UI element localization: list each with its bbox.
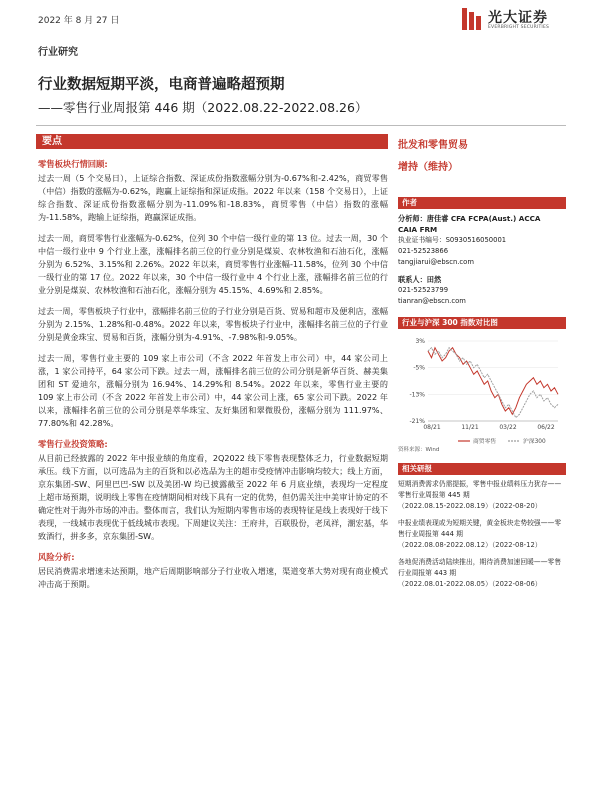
related-section-bar: 相关研报 xyxy=(398,463,566,475)
author-name: 分析师：唐佳睿 CFA FCPA(Aust.) ACCA xyxy=(398,214,541,223)
contact-phone: 021-52523799 xyxy=(398,286,449,294)
index-comparison-chart xyxy=(398,329,566,447)
section-heading: 零售行业投资策略: xyxy=(38,439,108,449)
paragraph: 过去一周（5 个交易日），上证综合指数、深证成份指数涨幅分别为-0.67%和-2.42%，商贸零售（中信）指数的涨幅为-0.62%，跑赢上证综指和深证成指。2022 年以来（158 个交易日），上证综合指数、深证成份指数涨幅分别为-11.09%和-18.83%，商贸零售（中信）指数的涨幅为-11.58%，跑输上证综指，跑赢深证成指。 xyxy=(38,173,388,222)
author-email[interactable]: tangjiarui@ebscn.com xyxy=(398,258,474,266)
chart-source: 资料来源：Wind xyxy=(398,447,440,453)
key-points-bar: 要点 xyxy=(36,134,388,149)
x-tick-label: 06/22 xyxy=(537,424,555,431)
report-title: 行业数据短期平淡，电商普遍略超预期 xyxy=(38,77,285,93)
related-list xyxy=(398,479,566,590)
report-subtitle: ——零售行业周报第 446 期（2022.08.22-2022.08.26） xyxy=(38,100,368,115)
logo-text-en: EVERBRIGHT SECURITIES xyxy=(488,25,550,30)
related-title[interactable]: 短期消费需求仍需提振，零售中报业绩料压力犹存——零售行业周报第 445 期 xyxy=(398,480,562,499)
contact-name: 联系人：田然 xyxy=(398,275,442,284)
paragraph: 过去一周，商贸零售行业涨幅为-0.62%，位列 30 个中信一级行业的第 13 位。过去一周，30 个中信一级行业中 9 个行业上涨，涨幅排名前三位的行业分别是煤炭、农林牧渔和石油石化，涨幅分别为 6.52%、3.15%和 2.26%。2022 年以来，商贸零售行业涨幅-11.58%，位列 30 个中信一级行业的第 17 位。2022 年以来，30 个中信一级行业中 4 个行业上涨，涨幅排名前三位的行业分别是煤炭、农林牧渔和石油石化，涨幅分别为 45.15%、4.69%和 2.85%。 xyxy=(38,233,388,295)
related-date: （2022.08.15-2022.08.19）（2022-08-20） xyxy=(398,502,542,510)
y-tick-label: 3% xyxy=(415,338,425,345)
rating-value: 增持（维持） xyxy=(398,162,458,173)
related-report[interactable] xyxy=(398,518,566,551)
y-tick-label: -13% xyxy=(409,391,425,399)
related-date: （2022.08.01-2022.08.05）（2022-08-06） xyxy=(398,580,542,588)
author-phone: 021-52523866 xyxy=(398,247,449,255)
legend-label-retail: 商贸零售 xyxy=(473,439,497,445)
chart-section-bar: 行业与沪深 300 指数对比图 xyxy=(398,317,566,329)
paragraph: 过去一周，零售行业主要的 109 家上市公司（不含 2022 年首发上市公司）中，44 家公司上涨，1 家公司持平，64 家公司下跌。过去一周，涨幅排名前三位的公司分别是新华百货、赫美集团和 ST 爱迪尔，涨幅分别为 16.94%、14.29%和 8.54%。2022 年以来，零售行业主要的 109 家上市公司（不含 2022 年首发上市公司）中，44 家公司上涨，65 家公司下跌。2022 年以来，涨幅排名前三位的公司分别是萃华珠宝、友好集团和翠微股份，涨幅分别为 111.97%、77.80%和 42.28%。 xyxy=(38,353,388,428)
company-logo xyxy=(460,6,566,34)
x-tick-label: 11/21 xyxy=(461,424,479,431)
related-title[interactable]: 中报业绩表现或为短期关键，黄金板块走势较强——零售行业周报第 444 期 xyxy=(398,519,562,538)
x-tick-label: 03/22 xyxy=(499,424,517,431)
author-cert-no: 执业证书编号：S0930516050001 xyxy=(398,236,507,244)
series-line-retail xyxy=(428,348,558,415)
logo-mark-icon xyxy=(460,6,484,32)
chart-svg xyxy=(398,329,566,447)
paragraph: 从目前已经披露的 2022 年中报业绩的角度看，2Q2022 线下零售表现整体乏力，行业数据短期承压。线下方面，以可选品为主的百货和以必选品为主的超市受疫情冲击影响均较大；线上方面，京东集团-SW、阿里巴巴-SW 以及美团-W 均已披露截至 2022 年 6 月底业绩，表现均一定程度上超市场预期，说明线上零售在疫情期间相对线下具有一定的优势，但仍需关注中美审计协定的不确定性对于海外市场的冲击。整体而言，我们认为短期内零售市场的表现特征是线上表现好于线下表现，一线城市表现优于低线城市表现。下周建议关注：王府井，百联股份，老凤祥，潮宏基，华致酒行，拼多多，京东集团-SW。 xyxy=(38,453,388,541)
related-report[interactable] xyxy=(398,557,566,590)
related-report[interactable] xyxy=(398,479,566,512)
contact-email[interactable]: tianran@ebscn.com xyxy=(398,297,466,305)
paragraph: 居民消费需求增速未达预期，地产后周期影响部分子行业收入增速，渠道变革大势对现有商业模式冲击高于预期。 xyxy=(38,566,388,589)
main-content xyxy=(38,158,388,599)
section-heading: 零售板块行情回顾: xyxy=(38,159,108,169)
report-category: 行业研究 xyxy=(38,47,78,58)
sidebar xyxy=(398,134,566,596)
author-block xyxy=(398,213,566,307)
author-certs: CAIA FRM xyxy=(398,225,438,234)
y-tick-label: -21% xyxy=(409,418,425,425)
y-tick-label: -5% xyxy=(413,364,425,372)
related-title[interactable]: 各地促消费活动陆续推出，期待消费加速回暖——零售行业周报第 443 期 xyxy=(398,558,562,577)
section-heading: 风险分析: xyxy=(38,552,75,562)
x-tick-label: 08/21 xyxy=(423,424,441,431)
report-date: 2022 年 8 月 27 日 xyxy=(38,16,120,26)
paragraph: 过去一周，零售板块子行业中，涨幅排名前三位的子行业分别是百货、贸易和超市及便利店，涨幅分别为 2.15%、1.28%和-0.48%。2022 年以来，零售板块子行业中，涨幅排名前三位的子行业分别是黄金珠宝、贸易和百货，涨幅分别为-4.91%、-7.98%和-9.05%。 xyxy=(38,306,388,342)
legend-label-hs300: 沪深300 xyxy=(523,439,546,445)
divider xyxy=(36,125,566,126)
rating-industry: 批发和零售贸易 xyxy=(398,140,468,151)
logo-text-cn: 光大证券 xyxy=(488,10,548,26)
related-date: （2022.08.08-2022.08.12）（2022-08-12） xyxy=(398,541,542,549)
author-section-bar: 作者 xyxy=(398,197,566,209)
